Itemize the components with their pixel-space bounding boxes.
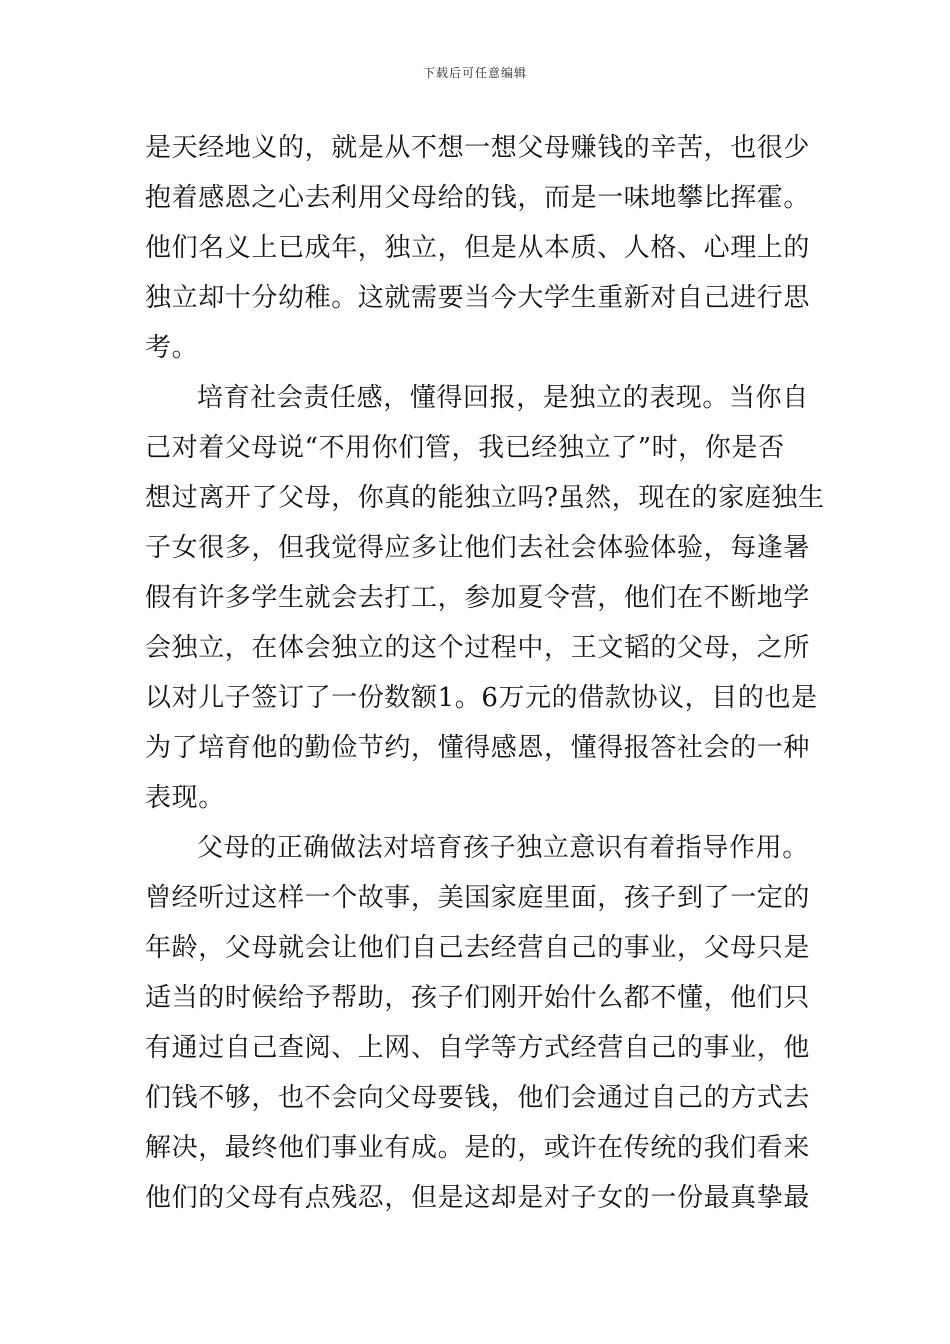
text-line: 会独立，在体会独立的这个过程中，王文韬的父母，之所 <box>145 633 811 663</box>
text-line: 适当的时候给予帮助，孩子们刚开始什么都不懂，他们只 <box>145 983 811 1013</box>
page-header: 下载后可任意编辑 <box>422 66 527 80</box>
text-line-first: 父母的正确做法对培育孩子独立意识有着指导作用。 <box>197 833 809 863</box>
text-line: 们钱不够，也不会向父母要钱，他们会通过自己的方式去 <box>145 1083 811 1113</box>
paragraph-1 <box>145 123 813 373</box>
text-line: 年龄，父母就会让他们自己去经营自己的事业，父母只是 <box>145 933 811 963</box>
text-line: 是天经地义的，就是从不想一想父母赚钱的辛苦，也很少 <box>145 133 811 163</box>
text-line: 考。 <box>145 333 199 363</box>
text-line: 假有许多学生就会去打工，参加夏令营，他们在不断地学 <box>145 583 811 613</box>
text-line: 表现。 <box>145 783 225 813</box>
text-line: 有通过自己查阅、上网、自学等方式经营自己的事业，他 <box>145 1033 811 1063</box>
text-line: 子女很多，但我觉得应多让他们去社会体验体验，每逢暑 <box>145 533 811 563</box>
paragraph-2 <box>145 373 825 823</box>
text-line: 解决，最终他们事业有成。是的，或许在传统的我们看来 <box>145 1133 811 1163</box>
text-line: 他们的父母有点残忍，但是这却是对子女的一份最真挚最 <box>145 1183 811 1213</box>
document-body <box>145 123 825 1223</box>
text-line: 己对着父母说“不用你们管，我已经独立了”时，你是否 <box>145 433 785 463</box>
text-line: 独立却十分幼稚。这就需要当今大学生重新对自己进行思 <box>145 283 811 313</box>
text-line: 曾经听过这样一个故事，美国家庭里面，孩子到了一定的 <box>145 883 811 913</box>
text-line: 以对儿子签订了一份数额1。6万元的借款协议，目的也是 <box>145 683 818 713</box>
text-line: 抱着感恩之心去利用父母给的钱，而是一味地攀比挥霍。 <box>145 183 811 213</box>
text-line-first: 培育社会责任感，懂得回报，是独立的表现。当你自 <box>197 383 809 413</box>
text-line: 想过离开了父母，你真的能独立吗?虽然，现在的家庭独生 <box>145 483 825 513</box>
text-line: 为了培育他的勤俭节约，懂得感恩，懂得报答社会的一种 <box>145 733 811 763</box>
text-line: 他们名义上已成年，独立，但是从本质、人格、心理上的 <box>145 233 811 263</box>
paragraph-3 <box>145 823 813 1223</box>
